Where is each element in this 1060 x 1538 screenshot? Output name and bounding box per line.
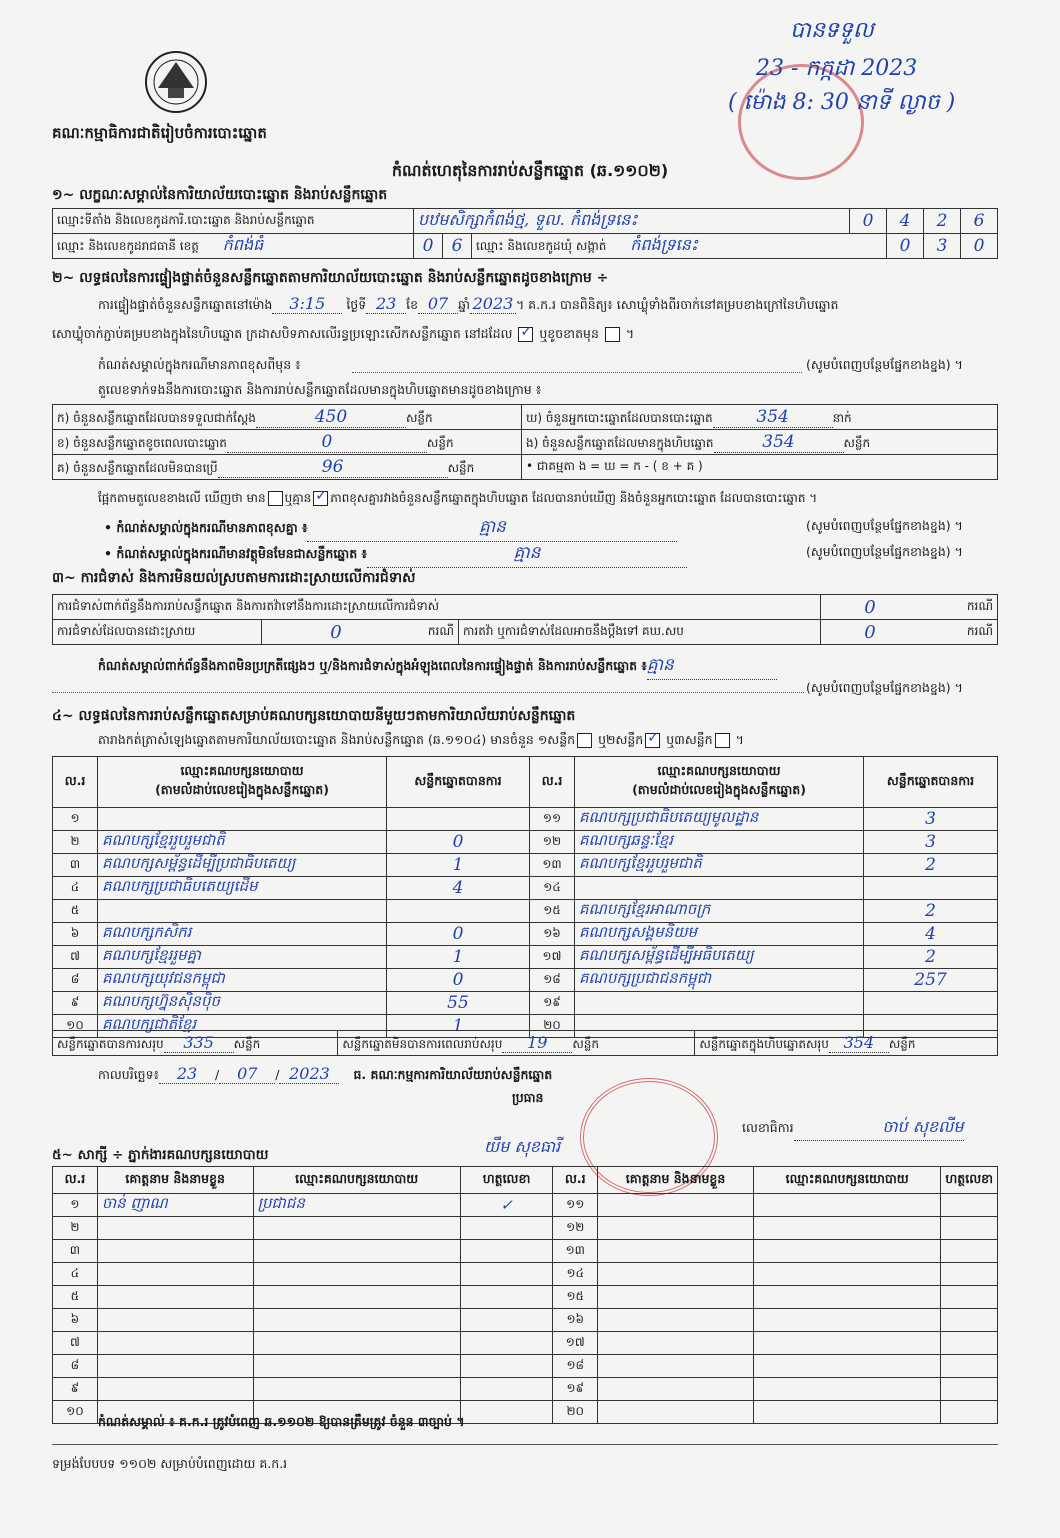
row-number: ១៣ — [530, 854, 575, 877]
vote-count: 2 — [864, 854, 998, 877]
row-number: ៤ — [53, 1263, 98, 1286]
formula: • ជាគម្មតា ង = ឃ = ក - ( ខ + គ ) — [522, 455, 998, 480]
code-digit: 6 — [961, 209, 998, 234]
row-number: ៩ — [53, 992, 98, 1015]
party-name: គណបក្សប្រជាធិបតេយ្យដើម — [98, 877, 387, 900]
row-number: ១៤ — [530, 877, 575, 900]
section1-heading: ១~ លក្ខណៈសម្គាល់នៃការិយាល័យបោះឆ្នោត និងរាប់សន្លឹកឆ្នោត — [52, 187, 388, 203]
row-number: ១៦ — [530, 923, 575, 946]
row-number: ៣ — [53, 854, 98, 877]
figures-intro: តួលេខទាក់ទងនឹងការបោះឆ្នោត និងការរាប់សន្លឹកឆ្នោតដែលមានក្នុងហិបឆ្នោតមានដូចខាងក្រោម ៖ — [98, 382, 542, 397]
vote-count: 2 — [864, 900, 998, 923]
row-number: ៨ — [53, 1355, 98, 1378]
province-label: ឈ្មោះ និងលេខកូដរាជធានី ខេត្ត កំពង់ធំ — [53, 234, 414, 259]
tally-sheets-line: តារាងកត់ត្រាសំឡេងឆ្នោតតាមការិយាល័យបោះឆ្នោត និងរាប់សន្លឹកឆ្នោត (ឆ.១១០៤) មានចំនួន ១សន្លឹក ឬ២សន្លឹក✓ ឬ៣សន្លឹក ។ — [98, 732, 744, 751]
witness-party — [753, 1194, 940, 1217]
party-name: គណបក្សសម្ព័ន្ធដើម្បីប្រជាធិបតេយ្យ — [98, 854, 387, 877]
received-line3: ( ម៉ោង 8: 30 នាទី ល្ងាច ) — [728, 90, 956, 115]
witness-signature: ✓ — [460, 1194, 553, 1217]
vote-count: 3 — [864, 831, 998, 854]
nec-emblem — [138, 48, 214, 118]
table-row — [53, 831, 998, 854]
vote-count — [387, 808, 530, 831]
org-name: គណៈកម្មាធិការជាតិរៀបចំការបោះឆ្នោត — [52, 124, 267, 142]
witness-signature — [460, 1240, 553, 1263]
row-number: ៣ — [53, 1240, 98, 1263]
witness-name — [598, 1401, 754, 1424]
witness-signature — [460, 1286, 553, 1309]
row-number: ១០ — [53, 1015, 98, 1038]
appeal-value: 0 — [821, 620, 920, 645]
witness-signature — [941, 1217, 998, 1240]
witness-table — [52, 1166, 998, 1424]
one-sheet-checkbox[interactable] — [577, 733, 592, 748]
row-number: ១ — [53, 808, 98, 831]
table-row — [53, 992, 998, 1015]
witness-party — [753, 1355, 940, 1378]
row-number: ១៥ — [553, 1286, 598, 1309]
party-name — [98, 900, 387, 923]
col-party: ឈ្មោះគណបក្សនយោបាយ (តាមលំដាប់លេខរៀងក្នុងសន្លឹកឆ្នោត) — [575, 757, 864, 808]
row-number: ១៦ — [553, 1309, 598, 1332]
witness-party — [253, 1355, 460, 1378]
witness-name — [598, 1355, 754, 1378]
row-number: ៨ — [53, 969, 98, 992]
col-party: ឈ្មោះគណបក្សនយោបាយ — [753, 1167, 940, 1194]
row-number: ៤ — [53, 877, 98, 900]
objection-value: 0 — [821, 595, 920, 620]
fill-note: (សូមបំពេញបន្ថែមផ្នែកខាងខ្នង) ។ — [806, 544, 963, 559]
verification-line: ការផ្ទៀងផ្ទាត់ចំនួនសន្លឹកឆ្នោតនៅម៉ោង 3:15 ថ្ងៃទី 23 ខែ 07 ឆ្នាំ 2023 ។ គ.ក.រ បានពិនិត្យ៖ សោឃ្លុំទាំងពីរចាក់នៅគម្របខាងក្រៅនៃហិបឆ្នោត — [98, 294, 839, 313]
province-digit: 0 — [414, 234, 443, 259]
received-line2: 23 - កក្កដា 2023 — [756, 56, 918, 81]
vote-count: 1 — [387, 854, 530, 877]
party-name: គណបក្សសម្ព័ន្ធដើម្បីអធិបតេយ្យ — [575, 946, 864, 969]
witness-signature — [460, 1378, 553, 1401]
seal-line: សោឃ្លុំចាក់ភ្ជាប់គម្របខាងក្នុងនៃហិបឆ្នោត ក្រដាសបិទភាសលើរន្ធប្រឡោះសើកសន្លឹកឆ្នោត នៅដដែល ✓ ឬខូចខាតមុន ។ — [52, 326, 634, 345]
party-name: គណបក្សជាតិខ្មែរ — [98, 1015, 387, 1038]
table-row — [53, 946, 998, 969]
vote-count: 257 — [864, 969, 998, 992]
row-number: ១១ — [553, 1194, 598, 1217]
vote-count: 2 — [864, 946, 998, 969]
witness-party — [253, 1378, 460, 1401]
intact-checkbox[interactable] — [518, 327, 533, 342]
vote-count — [864, 992, 998, 1015]
section2-heading: ២~ លទ្ធផលនៃការផ្ទៀងផ្ទាត់ចំនួនសន្លឹកឆ្នោតតាមការិយាល័យបោះឆ្នោត និងរាប់សន្លឹកឆ្នោតដូចខាងក្រោម ÷ — [52, 270, 609, 286]
commune-digit: 0 — [887, 234, 924, 259]
witness-party — [753, 1217, 940, 1240]
party-name: គណបក្សខ្មែរអាណាចក្រ — [575, 900, 864, 923]
objection-label: ការជំទាស់ពាក់ព័ន្ធនឹងការរាប់សន្លឹកឆ្នោត និងការតវ៉ាទៅនឹងការដោះស្រាយលើការជំទាស់ — [53, 595, 821, 620]
witness-name — [598, 1332, 754, 1355]
col-name: គោត្តនាម និងនាមខ្លួន — [598, 1167, 754, 1194]
row-number: ៥ — [53, 900, 98, 923]
figure-b: ខ) ចំនួនសន្លឹកឆ្នោតខូចពេលបោះឆ្នោត 0 សន្លឹក — [53, 430, 522, 455]
table-row — [53, 1309, 998, 1332]
secretary: លេខាធិការ ចាប់ សុខលីម — [742, 1116, 964, 1141]
witness-signature — [460, 1332, 553, 1355]
row-number: ៥ — [53, 1286, 98, 1309]
witness-name — [97, 1217, 253, 1240]
party-name — [575, 992, 864, 1015]
commune-digit: 3 — [924, 234, 961, 259]
difference-line: ផ្អែកតាមតួលេខខាងលើ ឃើញថា មាន ឬគ្មាន✓ ភាពខុសគ្នារវាងចំនួនសន្លឹកឆ្នោតក្នុងហិបឆ្នោត ដែលបានរាប់ឃើញ និងចំនួនអ្នកបោះឆ្នោត ដែលបានបោះឆ្នោត ។ — [98, 490, 817, 508]
row-number: ២ — [53, 1217, 98, 1240]
commune-label: ឈ្មោះ និងលេខកូដឃុំ សង្កាត់ កំពង់ទ្រនេះ — [472, 234, 887, 259]
row-number: ២ — [53, 831, 98, 854]
party-name: គណបក្សប្រជាធិបតេយ្យមូលដ្ឋាន — [575, 808, 864, 831]
witness-name — [97, 1240, 253, 1263]
witness-signature — [460, 1263, 553, 1286]
party-name: គណបក្សយុវជនកម្ពុជា — [98, 969, 387, 992]
row-number: ១ — [53, 1194, 98, 1217]
no-difference-checkbox[interactable] — [313, 491, 328, 506]
row-number: ៩ — [53, 1378, 98, 1401]
table-row — [53, 877, 998, 900]
president-title: ប្រធាន — [512, 1090, 544, 1105]
case-unit: ករណី — [919, 595, 998, 620]
witness-name — [598, 1194, 754, 1217]
party-name: គណបក្សកសិករ — [98, 923, 387, 946]
row-number: ១៣ — [553, 1240, 598, 1263]
vote-count — [387, 900, 530, 923]
resolved-label: ការជំទាស់ដែលបានដោះស្រាយ — [53, 620, 262, 645]
row-number: ២០ — [530, 1015, 575, 1038]
table-row — [53, 969, 998, 992]
table-row — [53, 1217, 998, 1240]
witness-signature — [941, 1401, 998, 1424]
figure-a: ក) ចំនួនសន្លឹកឆ្នោតដែលបានទទួលជាក់ស្តែង 450 សន្លឹក — [53, 405, 522, 430]
fill-note: (សូមបំពេញបន្ថែមផ្នែកខាងខ្នង) ។ — [806, 680, 963, 695]
fill-note: (សូមបំពេញបន្ថែមផ្នែកខាងខ្នង) ។ — [806, 518, 963, 533]
col-no: ល.រ — [53, 757, 98, 808]
witness-party — [753, 1309, 940, 1332]
objections-table — [52, 594, 998, 645]
invalid-total: សន្លឹកឆ្នោតមិនបានការពេលរាប់សរុប 19 សន្លឹក — [338, 1031, 695, 1056]
witness-party — [253, 1263, 460, 1286]
witness-name — [598, 1378, 754, 1401]
difference-note-label: កំណត់សម្គាល់ក្នុងករណីមានភាពខុសពីមុន ៖ — [98, 357, 301, 372]
witness-party — [753, 1286, 940, 1309]
irregularity-note: កំណត់សម្គាល់ពាក់ព័ន្ធនឹងភាពមិនប្រក្រតីផ្សេងៗ ឬ/និងការជំទាស់ក្នុងអំឡុងពេលនៃការផ្ទៀងផ្ទាត់ និងការរាប់សន្លឹកឆ្នោត ៖គ្មាន — [98, 654, 777, 680]
figures-table — [52, 404, 998, 480]
witness-name — [97, 1263, 253, 1286]
vote-count — [864, 877, 998, 900]
col-party: ឈ្មោះគណបក្សនយោបាយ — [253, 1167, 460, 1194]
witness-party — [253, 1309, 460, 1332]
case-unit: ករណី — [410, 620, 459, 645]
party-name: គណបក្សឆន្ទៈខ្មែរ — [575, 831, 864, 854]
row-number: ៦ — [53, 1309, 98, 1332]
vote-count: 3 — [864, 808, 998, 831]
col-votes: សន្លឹកឆ្នោតបានការ — [387, 757, 530, 808]
vote-count: 4 — [387, 877, 530, 900]
witness-name: ចាន់ ញាណ — [97, 1194, 253, 1217]
witness-name — [598, 1240, 754, 1263]
witness-signature — [941, 1355, 998, 1378]
row-number: ១២ — [553, 1217, 598, 1240]
row-number: ១៩ — [530, 992, 575, 1015]
witness-name — [97, 1355, 253, 1378]
row-number: ១៥ — [530, 900, 575, 923]
witness-party — [753, 1332, 940, 1355]
received-line1: បានទទួល — [790, 18, 874, 43]
location-value: បឋមសិក្សាកំពង់ថ្ម, ទួល. កំពង់ទ្រនេះ — [414, 209, 850, 234]
row-number: ១៩ — [553, 1378, 598, 1401]
damaged-checkbox[interactable] — [605, 327, 620, 342]
date-line: កាលបរិច្ឆេទ៖ 23 / 07 / 2023 ធ. គណៈកម្មការការិយាល័យរាប់សន្លឹកឆ្នោត — [98, 1064, 553, 1083]
row-number: ១៨ — [530, 969, 575, 992]
witness-party — [753, 1263, 940, 1286]
resolved-value: 0 — [262, 620, 411, 645]
col-votes: សន្លឹកឆ្នោតបានការ — [864, 757, 998, 808]
witness-name — [97, 1332, 253, 1355]
witness-name — [97, 1378, 253, 1401]
witness-signature — [941, 1378, 998, 1401]
witness-name — [598, 1263, 754, 1286]
col-name: គោត្តនាម និងនាមខ្លួន — [97, 1167, 253, 1194]
row-number: ១១ — [530, 808, 575, 831]
witness-name — [598, 1217, 754, 1240]
vote-count: 55 — [387, 992, 530, 1015]
witness-party — [253, 1332, 460, 1355]
row-number: ១០ — [53, 1401, 98, 1424]
witness-party: ប្រជាជន — [253, 1194, 460, 1217]
table-row — [53, 1355, 998, 1378]
vote-count: 0 — [387, 831, 530, 854]
section5-heading: ៥~ សាក្សី ÷ ភ្នាក់ងារគណបក្សនយោបាយ — [52, 1147, 269, 1163]
figure-c: គ) ចំនួនសន្លឹកឆ្នោតដែលមិនបានប្រើ 96 សន្លឹក — [53, 455, 522, 480]
witness-signature — [941, 1309, 998, 1332]
three-sheet-checkbox[interactable] — [715, 733, 730, 748]
province-value: កំពង់ធំ — [222, 235, 264, 254]
results-table — [52, 756, 998, 1038]
fill-note: (សូមបំពេញបន្ថែមផ្នែកខាងខ្នង) ។ — [806, 357, 963, 372]
col-party: ឈ្មោះគណបក្សនយោបាយ (តាមលំដាប់លេខរៀងក្នុងសន្លឹកឆ្នោត) — [98, 757, 387, 808]
witness-signature — [941, 1332, 998, 1355]
witness-signature — [460, 1355, 553, 1378]
province-digit: 6 — [443, 234, 472, 259]
section4-heading: ៤~ លទ្ធផលនៃការរាប់សន្លឹកឆ្នោតសម្រាប់គណបក្សនយោបាយនីមួយៗតាមការិយាល័យរាប់សន្លឹកឆ្នោត — [52, 708, 576, 724]
party-name: គណបក្សហ្វ៊ុនស៊ិនប៉ិច — [98, 992, 387, 1015]
col-no: ល.រ — [530, 757, 575, 808]
bullet-difference: • កំណត់សម្គាល់ក្នុងករណីមានភាពខុសគ្នា ៖ គ្មាន — [104, 516, 677, 542]
table-row — [53, 1286, 998, 1309]
row-number: ៦ — [53, 923, 98, 946]
box-total: សន្លឹកឆ្នោតក្នុងហិបឆ្នោតសរុប 354 សន្លឹក — [695, 1031, 998, 1056]
section5-note: កំណត់សម្គាល់ ៖ គ.ក.រ ត្រូវបំពេញ ឆ.១១០២ ឱ្យបានត្រឹមត្រូវ ចំនួន ៣ច្បាប់ ។ — [98, 1414, 465, 1429]
section3-heading: ៣~ ការជំទាស់ និងការមិនយល់ស្របតាមការដោះស្រាយលើការជំទាស់ — [52, 570, 416, 586]
party-name: គណបក្សប្រជាជនកម្ពុជា — [575, 969, 864, 992]
code-digit: 0 — [850, 209, 887, 234]
commune-value: កំពង់ទ្រនេះ — [630, 235, 698, 254]
table-row — [53, 900, 998, 923]
witness-name — [598, 1309, 754, 1332]
table-row — [53, 1378, 998, 1401]
figure-e: ង) ចំនួនសន្លឹកឆ្នោតដែលមានក្នុងហិបឆ្នោត 354 សន្លឹក — [522, 430, 998, 455]
col-no: ល.រ — [553, 1167, 598, 1194]
witness-party — [253, 1286, 460, 1309]
witness-signature — [460, 1217, 553, 1240]
witness-signature — [460, 1401, 553, 1424]
commune-digit: 0 — [961, 234, 998, 259]
party-name: គណបក្សខ្មែររួមគ្នា — [98, 946, 387, 969]
table-row — [53, 1332, 998, 1355]
bullet-foreign: • កំណត់សម្គាល់ក្នុងករណីមានវត្ថុមិនមែនជាសន្លឹកឆ្នោត ៖ គ្មាន — [104, 542, 687, 568]
location-label: ឈ្មោះទីតាំង និងលេខកូដការិ.បោះឆ្នោត និងរាប់សន្លឹកឆ្នោត — [53, 209, 414, 234]
table-row — [53, 923, 998, 946]
table-row — [53, 808, 998, 831]
code-digit: 2 — [924, 209, 961, 234]
row-number: ៧ — [53, 946, 98, 969]
party-name — [575, 877, 864, 900]
witness-signature — [941, 1240, 998, 1263]
valid-total: សន្លឹកឆ្នោតបានការសរុប 335 សន្លឹក — [53, 1031, 338, 1056]
witness-signature — [941, 1194, 998, 1217]
vote-count: 1 — [387, 946, 530, 969]
appeal-label: ការតវ៉ា ឬការជំទាស់ដែលអាចនឹងប្តឹងទៅ គឃ.សប — [459, 620, 821, 645]
results-summary — [52, 1030, 998, 1056]
table-row — [53, 1263, 998, 1286]
witness-name — [97, 1309, 253, 1332]
page-title: កំណត់ហេតុនៃការរាប់សន្លឹកឆ្នោត (ឆ.១១០២) — [391, 161, 669, 180]
party-name: គណបក្សខ្មែររួបរួមជាតិ — [98, 831, 387, 854]
vote-count: 1 — [387, 1015, 530, 1038]
vote-count: 0 — [387, 969, 530, 992]
row-number: ១២ — [530, 831, 575, 854]
president-signature: យឹម សុខធារី — [484, 1137, 561, 1156]
form-footer: ទម្រង់បែបបទ ១១០២ សម្រាប់បំពេញដោយ គ.ក.រ — [52, 1456, 288, 1471]
witness-party — [253, 1240, 460, 1263]
has-difference-checkbox[interactable] — [268, 491, 283, 506]
witness-name — [598, 1286, 754, 1309]
witness-party — [253, 1217, 460, 1240]
col-sign: ហត្ថលេខា — [941, 1167, 998, 1194]
witness-name — [97, 1286, 253, 1309]
row-number: ១៨ — [553, 1355, 598, 1378]
code-digit: 4 — [887, 209, 924, 234]
figure-d: ឃ) ចំនួនអ្នកបោះឆ្នោតដែលបានបោះឆ្នោត 354 នាក់ — [522, 405, 998, 430]
table-row — [53, 854, 998, 877]
witness-party — [753, 1240, 940, 1263]
col-no: ល.រ — [53, 1167, 98, 1194]
section1-table — [52, 208, 998, 259]
witness-party — [753, 1401, 940, 1424]
row-number: ២០ — [553, 1401, 598, 1424]
col-sign: ហត្ថលេខា — [460, 1167, 553, 1194]
table-row — [53, 1194, 998, 1217]
witness-signature — [941, 1286, 998, 1309]
witness-signature — [460, 1309, 553, 1332]
vote-count: 0 — [387, 923, 530, 946]
two-sheet-checkbox[interactable] — [645, 733, 660, 748]
party-name: គណបក្សខ្មែររួបរួមជាតិ — [575, 854, 864, 877]
party-name: គណបក្សសង្គមនិយម — [575, 923, 864, 946]
vote-count: 4 — [864, 923, 998, 946]
case-unit: ករណី — [919, 620, 998, 645]
witness-party — [753, 1378, 940, 1401]
row-number: ៧ — [53, 1332, 98, 1355]
row-number: ១៧ — [553, 1332, 598, 1355]
row-number: ១៧ — [530, 946, 575, 969]
row-number: ១៤ — [553, 1263, 598, 1286]
witness-signature — [941, 1263, 998, 1286]
party-name — [98, 808, 387, 831]
table-row — [53, 1240, 998, 1263]
